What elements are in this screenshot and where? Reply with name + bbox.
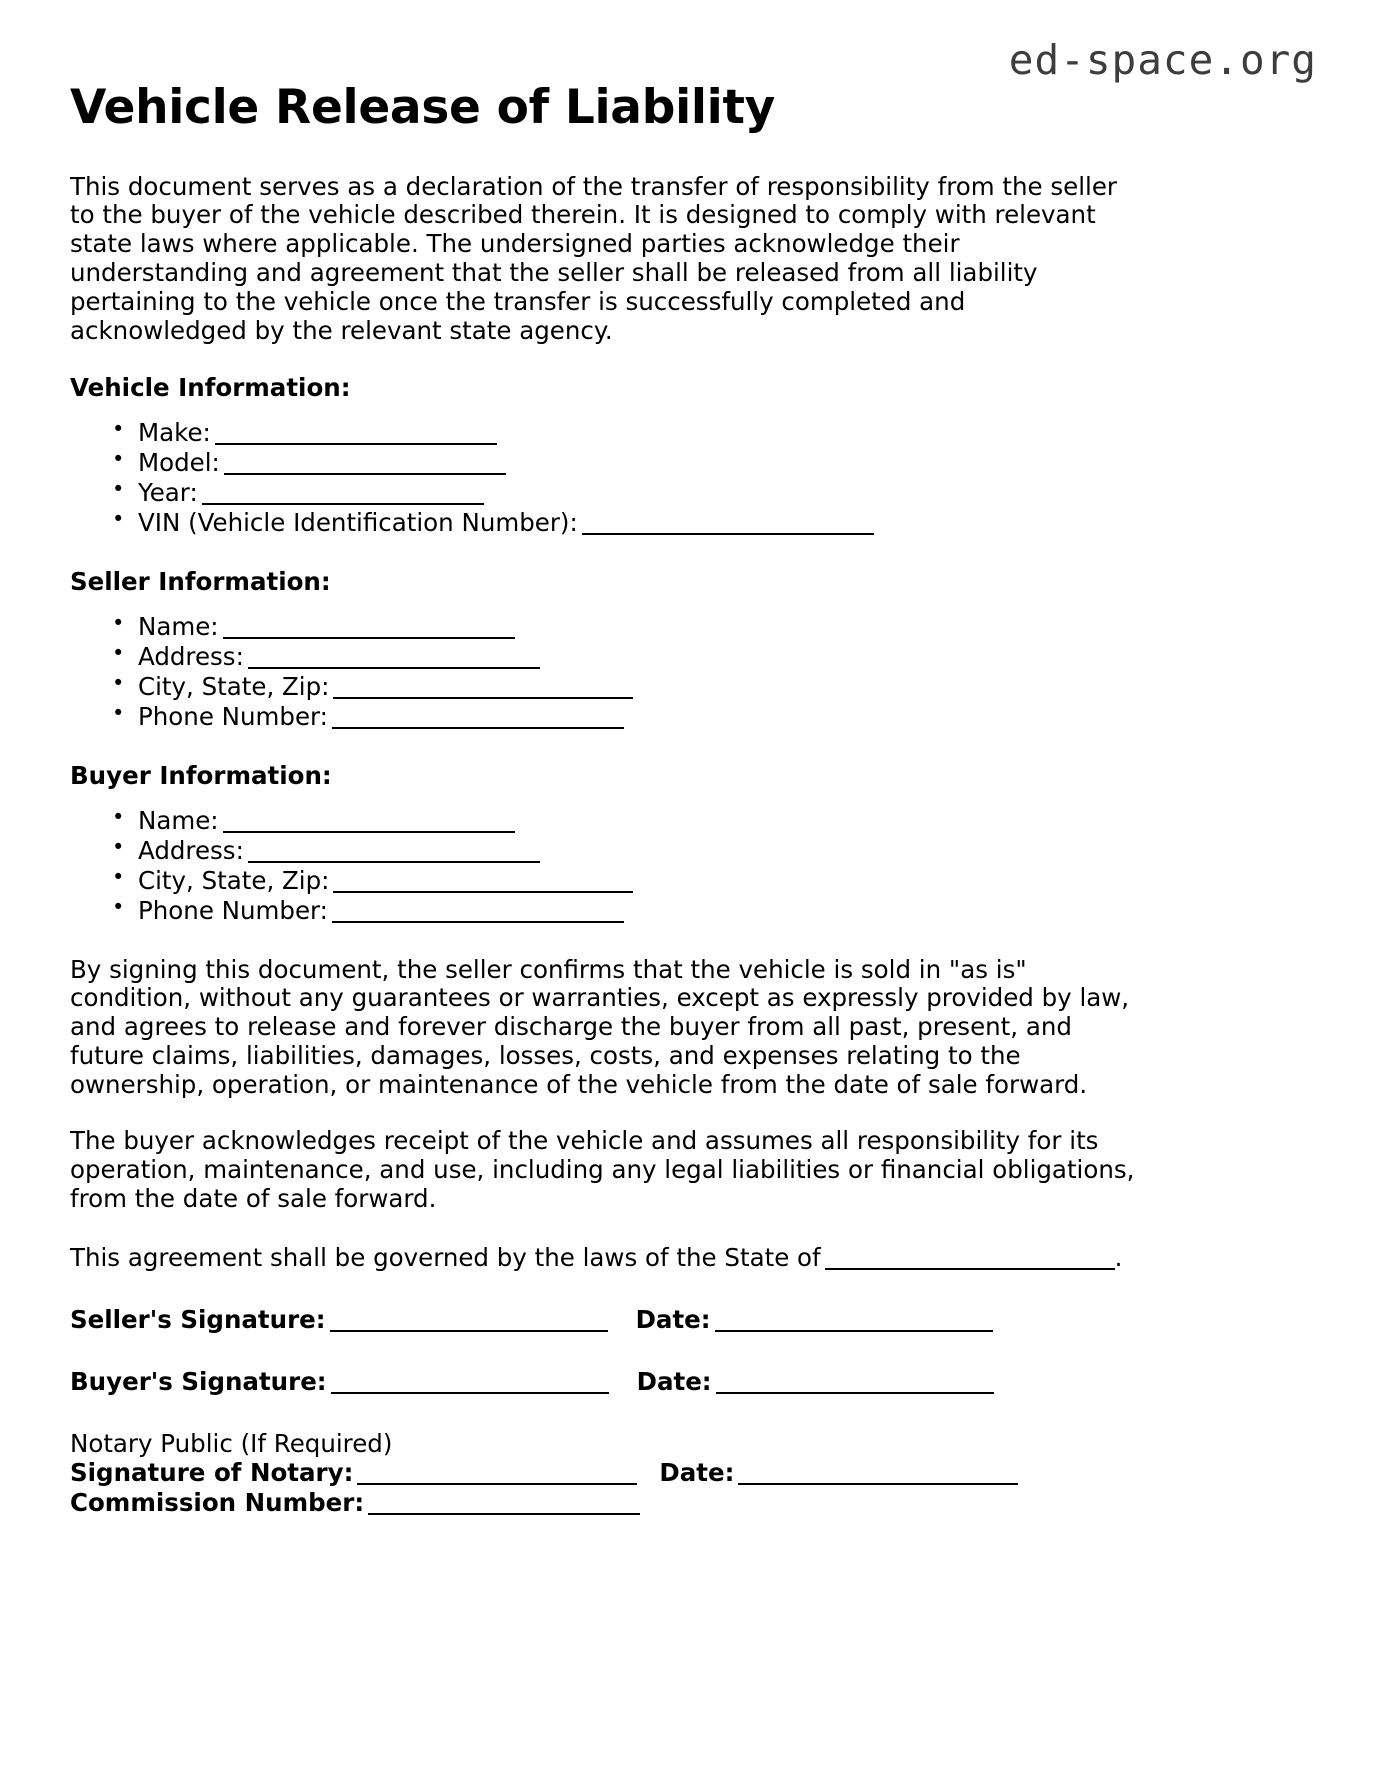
seller-name-blank[interactable] <box>223 637 515 639</box>
buyer-name-blank[interactable] <box>223 831 515 833</box>
seller-signature-label: Seller's Signature: <box>70 1304 326 1334</box>
vehicle-information-fields <box>70 418 1255 537</box>
acknowledgement-paragraph: The buyer acknowledges receipt of the vehicle and assumes all responsibility for its operation, maintenance, and use, including any legal liabilities or financial obligations, from the date of sale forward. <box>70 1126 1135 1213</box>
list-item <box>110 418 1255 448</box>
model-blank[interactable] <box>224 473 506 475</box>
buyer-phone-blank[interactable] <box>332 921 624 923</box>
field-label-seller-name: Name: <box>138 612 219 642</box>
list-item <box>110 448 1255 478</box>
notary-title: Notary Public (If Required) <box>70 1428 393 1458</box>
list-item <box>110 508 1255 538</box>
year-blank[interactable] <box>202 503 484 505</box>
field-label-buyer-phone: Phone Number: <box>138 895 328 925</box>
governing-law-prefix: This agreement shall be governed by the laws of the State of <box>70 1242 821 1272</box>
list-item <box>110 612 1255 642</box>
seller-phone-blank[interactable] <box>332 727 624 729</box>
seller-date-blank[interactable] <box>715 1330 993 1332</box>
vehicle-information-heading: Vehicle Information: <box>70 373 351 403</box>
notary-date-label: Date: <box>659 1458 735 1488</box>
list-item <box>110 642 1255 672</box>
list-item <box>110 702 1255 732</box>
notary-date-blank[interactable] <box>738 1483 1018 1485</box>
list-item <box>110 896 1255 926</box>
buyer-signature-blank[interactable] <box>331 1392 609 1394</box>
field-label-seller-city-state-zip: City, State, Zip: <box>138 671 330 701</box>
buyer-information-fields <box>70 806 1255 925</box>
list-item <box>110 836 1255 866</box>
seller-signature-blank[interactable] <box>330 1330 608 1332</box>
buyer-date-label: Date: <box>636 1366 712 1396</box>
governing-law-suffix: . <box>1114 1242 1123 1272</box>
buyer-signature-row <box>70 1367 1255 1396</box>
field-label-model: Model: <box>138 448 220 478</box>
list-item <box>110 866 1255 896</box>
notary-block <box>70 1429 1255 1518</box>
seller-date-label: Date: <box>635 1304 711 1334</box>
notary-signature-row <box>70 1458 1255 1488</box>
notary-commission-label: Commission Number: <box>70 1488 365 1518</box>
notary-commission-blank[interactable] <box>368 1513 640 1515</box>
intro-paragraph: This document serves as a declaration of the transfer of responsibility from the seller to the buyer of the vehicle described therein. It is designed to comply with relevant state laws where applicable. The undersigned parties acknowledge their understanding and agreement that the seller shall be released from all liability pertaining to the vehicle once the transfer is successfully completed and acknowledged by the relevant state agency. <box>70 171 1117 345</box>
buyer-date-blank[interactable] <box>716 1392 994 1394</box>
seller-address-blank[interactable] <box>248 667 540 669</box>
page-title: Vehicle Release of Liability <box>70 80 775 135</box>
notary-signature-blank[interactable] <box>357 1483 637 1485</box>
seller-signature-row <box>70 1305 1255 1334</box>
make-blank[interactable] <box>215 443 497 445</box>
seller-city-state-zip-blank[interactable] <box>333 697 633 699</box>
notary-signature-label: Signature of Notary: <box>70 1458 354 1488</box>
field-label-seller-address: Address: <box>138 642 244 672</box>
field-label-make: Make: <box>138 418 211 448</box>
buyer-address-blank[interactable] <box>248 861 540 863</box>
buyer-city-state-zip-blank[interactable] <box>333 891 633 893</box>
seller-information-heading: Seller Information: <box>70 567 331 597</box>
buyer-signature-label: Buyer's Signature: <box>70 1366 327 1396</box>
field-label-buyer-address: Address: <box>138 836 244 866</box>
as-is-paragraph: By signing this document, the seller confirms that the vehicle is sold in "as is" condition, without any guarantees or warranties, except as expressly provided by law, and agrees to release and forever discharge the buyer from all past, present, and future claims, liabilities, damages, losses, costs, and expenses relating to the ownership, operation, or maintenance of the vehicle from the date of sale forward. <box>70 954 1130 1099</box>
notary-commission-row <box>70 1488 1255 1518</box>
field-label-buyer-name: Name: <box>138 806 219 836</box>
state-blank[interactable] <box>825 1268 1115 1270</box>
seller-information-fields <box>70 612 1255 731</box>
field-label-buyer-city-state-zip: City, State, Zip: <box>138 865 330 895</box>
list-item <box>110 806 1255 836</box>
list-item <box>110 478 1255 508</box>
vin-blank[interactable] <box>582 533 874 535</box>
document-body <box>70 82 1255 1518</box>
field-label-vin: VIN (Vehicle Identification Number): <box>138 507 578 537</box>
governing-law-line <box>70 1244 1255 1273</box>
site-watermark: ed-space.org <box>1008 36 1317 84</box>
buyer-information-heading: Buyer Information: <box>70 761 332 791</box>
list-item <box>110 672 1255 702</box>
field-label-year: Year: <box>138 477 198 507</box>
field-label-seller-phone: Phone Number: <box>138 701 328 731</box>
